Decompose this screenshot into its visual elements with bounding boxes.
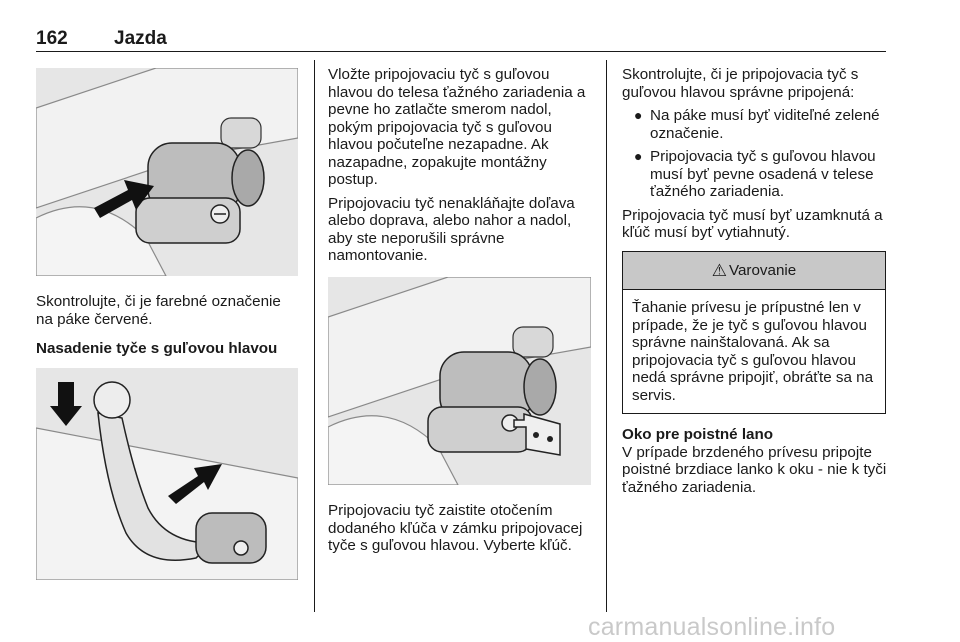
heading-attach-ball-bar: Nasadenie tyče s guľovou hlavou xyxy=(36,340,278,357)
right-column-text-lower xyxy=(622,426,888,502)
watermark: carmanualsonline.info xyxy=(588,613,836,641)
warning-triangle-icon: ⚠ xyxy=(711,260,727,280)
paragraph-do-not-tilt: Pripojovaciu tyč nenakláňajte doľava alebo doprava, alebo nahor a nadol, aby ste neporušili správne namontovanie. xyxy=(328,194,575,264)
bullet-icon: ● xyxy=(634,107,643,123)
column-divider-right xyxy=(606,60,607,612)
warning-title: Varovanie xyxy=(728,262,797,279)
paragraph-insert-bar: Vložte pripojovaciu tyč s guľovou hlavou do telesa ťažného zariadenia a pevne ho zatlačte smerom nadol, pokým pripojovacia tyč s guľovou hlavou počuteľne nezapadne. Ak nazapadne, zopakujte montážny postup. xyxy=(328,66,586,188)
socket-housing-illustration xyxy=(36,68,298,276)
right-column-text xyxy=(622,66,888,248)
figure-ball-bar-insertion xyxy=(36,368,298,580)
middle-column-text-lower xyxy=(328,502,590,561)
paragraph-lock-with-key: Pripojovaciu tyč zaistite otočením dodaného kľúča v zámku pripojovacej tyče s guľovou hlavou. Vyberte kľúč. xyxy=(328,502,583,554)
list-item-text: Pripojovacia tyč s guľovou hlavou musí byť pevne osadená v telese ťažného zariadenia. xyxy=(650,148,876,200)
section-title: Jazda xyxy=(114,28,167,49)
paragraph-check-red-marking: Skontrolujte, či je farebné označenie na páke červené. xyxy=(36,293,281,328)
list-item xyxy=(622,107,888,142)
page-header xyxy=(36,28,886,52)
page-number: 162 xyxy=(36,28,68,49)
ball-bar-illustration xyxy=(36,368,298,580)
warning-text: Ťahanie prívesu je prípustné len v prípade, že je tyč s guľovou hlavou správne nainštalovaná. Ak sa pripojovacia tyč s guľovou hlavou nedá správne pripojiť, obráťte sa na servis. xyxy=(632,299,874,404)
list-item xyxy=(622,148,888,201)
heading-safety-cable-eye: Oko pre poistné lano xyxy=(622,426,774,443)
check-list xyxy=(622,107,888,201)
column-divider-left xyxy=(314,60,315,612)
key-lock-illustration xyxy=(328,277,591,485)
list-item-text: Na páke musí byť viditeľné zelené označenie. xyxy=(650,107,880,142)
warning-box xyxy=(622,251,886,414)
middle-column-text xyxy=(328,66,590,271)
paragraph-locked-key-removed: Pripojovacia tyč musí byť uzamknutá a kľúč musí byť vytiahnutý. xyxy=(622,206,883,241)
paragraph-check-connection: Skontrolujte, či je pripojovacia tyč s guľovou hlavou správne pripojená: xyxy=(622,66,859,101)
bullet-icon: ● xyxy=(634,148,643,164)
left-column-text xyxy=(36,293,298,358)
figure-socket-housing xyxy=(36,68,298,276)
warning-header xyxy=(623,252,885,290)
paragraph-safety-cable: V prípade brzdeného prívesu pripojte poistné brzdiace lanko k oku - nie k tyči ťažného zariadenia. xyxy=(622,443,887,496)
figure-key-lock xyxy=(328,277,591,485)
